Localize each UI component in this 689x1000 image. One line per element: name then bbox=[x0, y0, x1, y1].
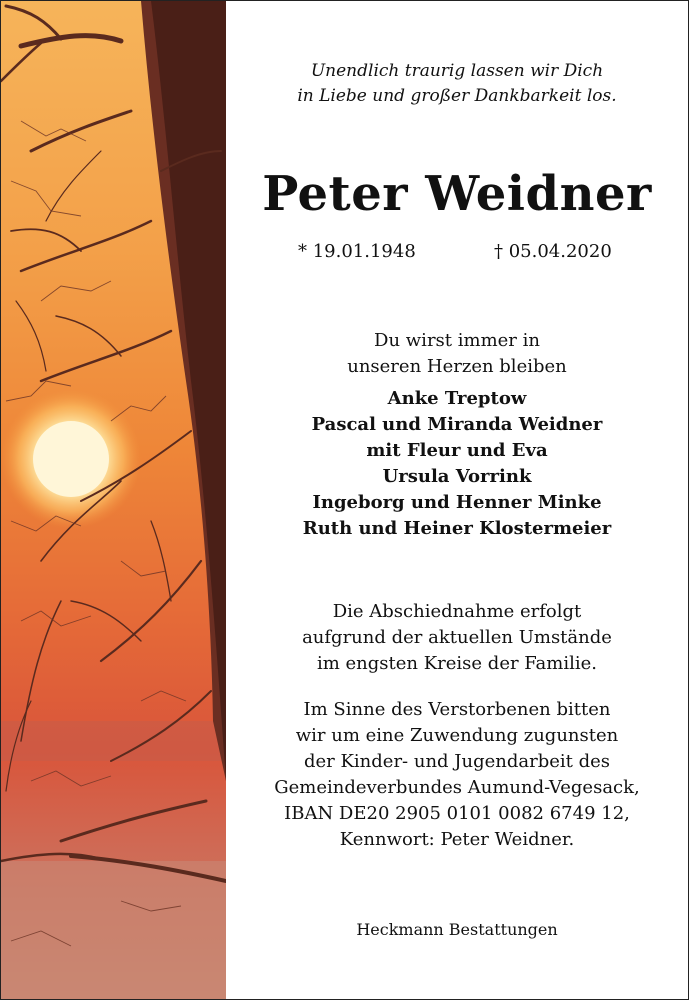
donation-line: wir um eine Zuwendung zugunsten bbox=[295, 725, 619, 746]
motto-text bbox=[226, 328, 688, 380]
sunset-tree-photo bbox=[1, 1, 226, 999]
donation-iban: IBAN DE20 2905 0101 0082 6749 12, bbox=[284, 803, 630, 824]
birth-date: * 19.01.1948 bbox=[298, 241, 416, 262]
mourner-name: Anke Treptow bbox=[387, 388, 527, 409]
farewell-line: im engsten Kreise der Familie. bbox=[316, 653, 598, 674]
death-date: † 05.04.2020 bbox=[494, 241, 612, 262]
donation-line: Gemeindeverbundes Aumund-Vegesack, bbox=[274, 777, 640, 798]
mourner-name: Ruth und Heiner Klostermeier bbox=[302, 518, 612, 539]
mourner-name: Ingeborg und Henner Minke bbox=[312, 492, 602, 513]
undertaker-name: Heckmann Bestattungen bbox=[356, 920, 558, 939]
mourner-name: Ursula Vorrink bbox=[382, 466, 532, 487]
donation-keyword: Kennwort: Peter Weidner. bbox=[339, 829, 575, 850]
intro-verse bbox=[226, 59, 688, 109]
donation-line: Im Sinne des Verstorbenen bitten bbox=[303, 699, 611, 720]
mourner-name: mit Fleur und Eva bbox=[366, 440, 548, 461]
obituary-text-column bbox=[226, 1, 688, 999]
mourners-list bbox=[226, 386, 688, 542]
donation-line: der Kinder- und Jugendarbeit des bbox=[303, 751, 611, 772]
farewell-notice bbox=[226, 599, 688, 677]
intro-line: in Liebe und großer Dankbarkeit los. bbox=[297, 86, 617, 106]
farewell-line: aufgrund der aktuellen Umstände bbox=[302, 627, 612, 648]
sunset-tree-image bbox=[1, 1, 226, 999]
farewell-line: Die Abschiednahme erfolgt bbox=[332, 601, 582, 622]
motto-line: Du wirst immer in bbox=[374, 330, 540, 351]
deceased-name: Peter Weidner bbox=[262, 166, 652, 222]
donation-request bbox=[226, 697, 688, 853]
motto-line: unseren Herzen bleiben bbox=[347, 356, 567, 377]
mourner-name: Pascal und Miranda Weidner bbox=[311, 414, 603, 435]
intro-line: Unendlich traurig lassen wir Dich bbox=[310, 61, 604, 81]
